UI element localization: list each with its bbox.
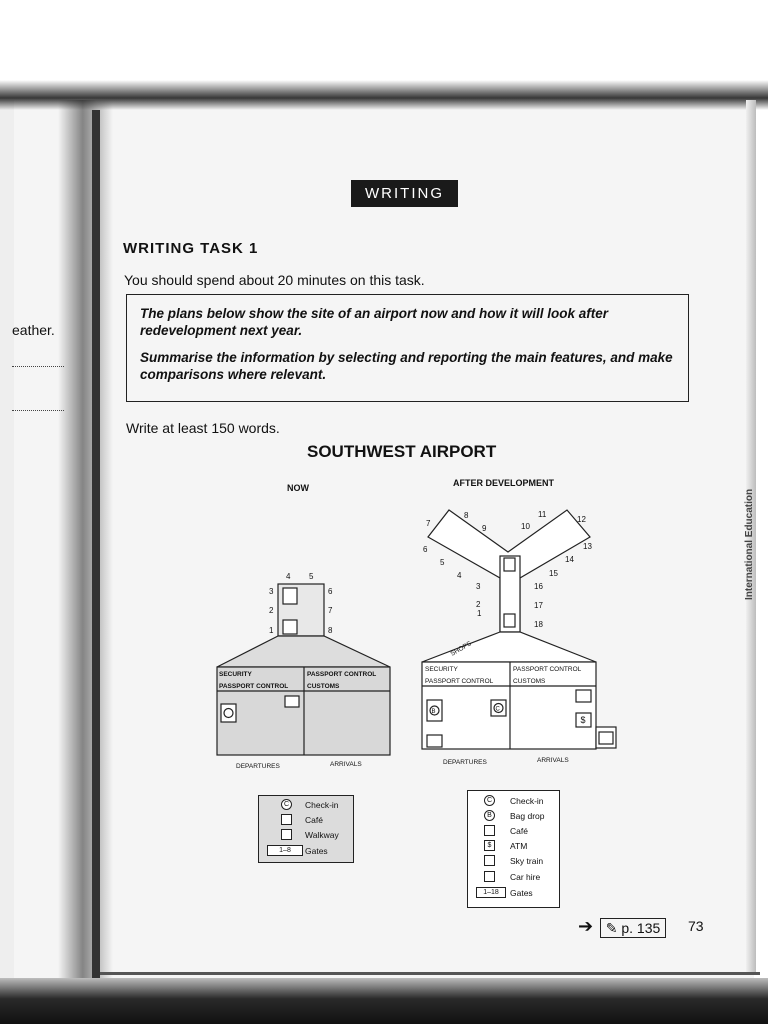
cafe-icon [427, 735, 442, 747]
zone-label: PASSPORT CONTROL [425, 678, 494, 685]
zone-label: PASSPORT CONTROL [219, 683, 289, 690]
task-prompt-line: Summarise the information by selecting and reporting the main features, and make comparisons where relevant. [140, 350, 673, 382]
page-reference-link[interactable]: ✎ p. 135 [600, 918, 666, 938]
diagram-title: SOUTHWEST AIRPORT [307, 442, 497, 461]
cafe-icon [484, 825, 495, 836]
now-plan [217, 584, 390, 755]
zone-label: PASSPORT CONTROL [307, 671, 377, 678]
gate-number: 13 [583, 542, 592, 551]
gate-number: 1 [477, 609, 482, 618]
cafe-icon [285, 696, 299, 707]
task-prompt-line: The plans below show the site of an airport now and how it will look after redevelopment next year. [140, 306, 609, 338]
gate-number: 2 [476, 600, 481, 609]
gate-number: 8 [328, 626, 333, 635]
after-terminal-roof [422, 632, 596, 662]
facing-page-text: eather. [12, 322, 55, 338]
car-hire-icon [484, 871, 495, 882]
now-exit-labels [236, 761, 362, 770]
gate-number: 2 [269, 606, 274, 615]
bag-drop-icon: B [484, 810, 495, 821]
walkway-icon [283, 588, 297, 604]
walkway-icon [283, 620, 297, 634]
gate-number: 6 [423, 545, 428, 554]
after-plan-label: AFTER DEVELOPMENT [453, 478, 555, 488]
now-plan-label: NOW [287, 483, 309, 493]
page-reference-text: p. 135 [621, 920, 661, 936]
legend-label: ATM [510, 841, 528, 851]
zone-label: CUSTOMS [513, 678, 546, 685]
gate-number: 3 [476, 582, 481, 591]
time-instruction: You should spend about 20 minutes on this task. [124, 272, 425, 288]
walkway-icon [281, 829, 292, 840]
departures-label: DEPARTURES [443, 759, 487, 766]
legend-label: Gates [305, 846, 328, 856]
gate-number: 8 [464, 511, 469, 520]
gate-number: 10 [521, 522, 530, 531]
legend-label: Sky train [510, 856, 544, 866]
page-number: 73 [688, 918, 704, 934]
arrivals-label: ARRIVALS [537, 757, 569, 764]
check-in-icon: C [484, 795, 495, 806]
zone-label: CUSTOMS [307, 683, 340, 690]
task-title: WRITING TASK 1 [123, 240, 259, 257]
gate-number: 5 [309, 572, 314, 581]
now-terminal-roof [217, 636, 390, 667]
edge-publisher-text: International Education [744, 488, 755, 600]
gate-number: 6 [328, 587, 333, 596]
legend-label: Check-in [305, 800, 339, 810]
legend-label: Bag drop [510, 811, 545, 821]
after-legend [467, 790, 560, 908]
cafe-icon [576, 690, 591, 702]
after-terminal [422, 662, 596, 749]
legend-label: Walkway [305, 830, 339, 840]
sky-train-icon [504, 614, 515, 627]
section-banner: WRITING [351, 180, 458, 207]
car-hire-icon [599, 732, 613, 744]
check-in-icon [221, 704, 236, 722]
gate-number: 17 [534, 601, 543, 610]
legend-label: Car hire [510, 872, 541, 882]
legend-label: Café [305, 815, 323, 825]
gate-number: 4 [457, 571, 462, 580]
gates-icon: 1–18 [476, 887, 506, 898]
now-legend [258, 795, 354, 863]
sky-train-icon [484, 855, 495, 866]
gate-number: 18 [534, 620, 543, 629]
gate-number: 9 [482, 524, 487, 533]
cafe-icon [281, 814, 292, 825]
departures-label: DEPARTURES [236, 763, 280, 770]
gate-number: 5 [440, 558, 445, 567]
gate-number: 7 [328, 606, 333, 615]
arrow-right-icon: ➔ [578, 916, 594, 936]
gate-number: 15 [549, 569, 558, 578]
gate-number: 16 [534, 582, 543, 591]
sky-train-icon [504, 558, 515, 571]
word-count-instruction: Write at least 150 words. [126, 420, 280, 436]
gate-number: 12 [577, 515, 586, 524]
shops-label: SHOPS [449, 640, 473, 658]
check-in-symbol: C [495, 706, 500, 713]
gate-number: 4 [286, 572, 291, 581]
check-in-icon: C [281, 799, 292, 810]
after-exit-labels [443, 757, 569, 766]
gate-number: 7 [426, 519, 431, 528]
gate-number: 1 [269, 626, 274, 635]
zone-label: PASSPORT CONTROL [513, 666, 582, 673]
legend-label: Gates [510, 888, 533, 898]
arrivals-label: ARRIVALS [330, 761, 362, 768]
zone-label: SECURITY [425, 666, 458, 673]
zone-label: SECURITY [219, 671, 252, 678]
atm-icon: $ [484, 840, 495, 851]
legend-label: Check-in [510, 796, 544, 806]
legend-label: Café [510, 826, 528, 836]
bag-drop-symbol: B [431, 709, 436, 715]
gate-number: 11 [538, 510, 547, 519]
gate-number: 3 [269, 587, 274, 596]
gate-number: 14 [565, 555, 574, 564]
atm-symbol: $ [580, 715, 586, 725]
gates-icon: 1–8 [267, 845, 303, 856]
